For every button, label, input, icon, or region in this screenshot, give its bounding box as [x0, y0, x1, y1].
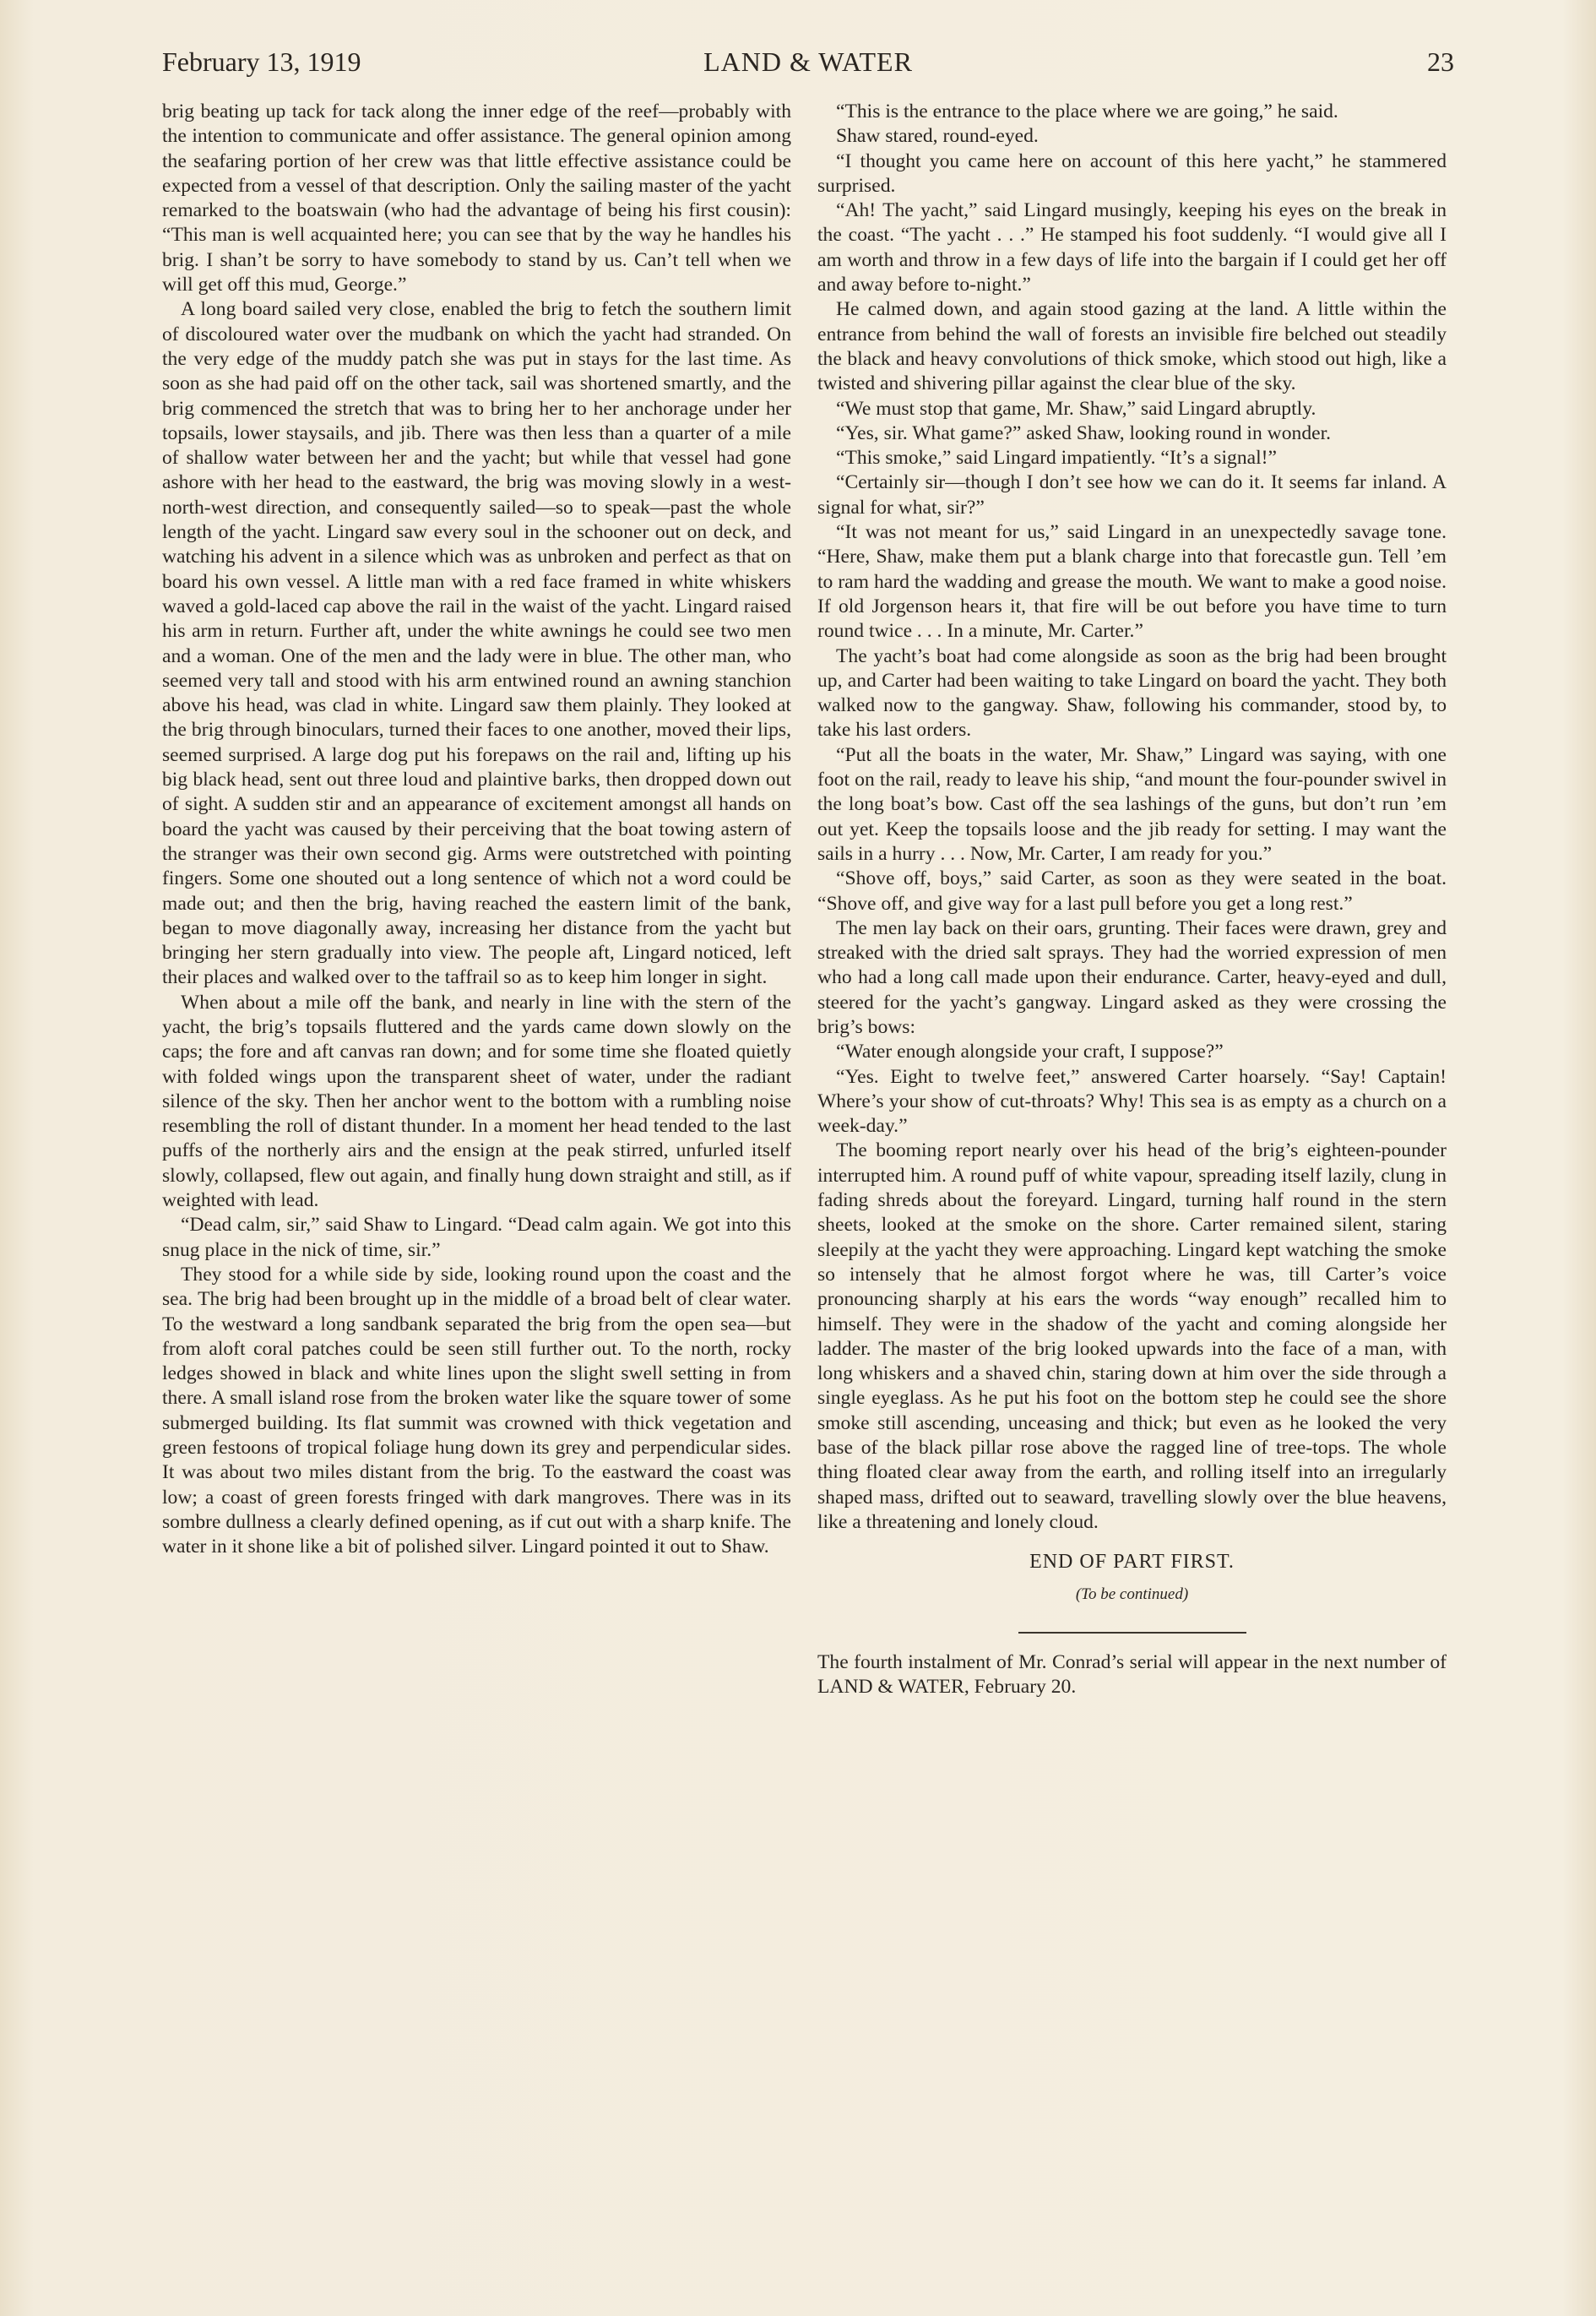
left-column	[162, 100, 791, 1560]
paragraph: “Yes. Eight to twelve feet,” answered Carter hoarsely. “Say! Captain! Where’s your show of cut-throats? Why! This sea is as empty as a church on a week-day.”	[817, 1065, 1447, 1138]
divider-rule	[1018, 1632, 1246, 1634]
paragraph: “Certainly sir—though I don’t see how we can do it. It seems far inland. A signal for what, sir?”	[817, 471, 1447, 519]
paragraph: The men lay back on their oars, grunting. Their faces were drawn, grey and streaked with the dried salt sprays. They had the worried expression of men who had a long call made upon their endurance. Carter, heavy-eyed and dull, steered for the yacht’s gangway. Lingard asked as they were crossing the brig’s bows:	[817, 916, 1447, 1038]
page-number: 23	[1427, 46, 1454, 77]
right-column	[817, 100, 1447, 1699]
paragraph: “Shove off, boys,” said Carter, as soon as they were seated in the boat. “Shove off, and give way for a last pull before you get a long rest.”	[817, 867, 1447, 915]
paragraph: The yacht’s boat had come alongside as soon as the brig had been brought up, and Carter had been waiting to take Lingard on board the yacht. They both walked now to the gangway. Shaw, following his commander, stood by, to take his last orders.	[817, 644, 1447, 742]
paragraph: “Put all the boats in the water, Mr. Shaw,” Lingard was saying, with one foot on the rail, ready to leave his ship, “and mount the four-pounder swivel in the long boat’s bow. Cast off the sea lashings of the guns, but don’t run ’em out yet. Keep the topsails loose and the jib ready for setting. I may want the sails in a hurry . . . Now, Mr. Carter, I am ready for you.”	[817, 743, 1447, 865]
serial-footnote: The fourth instalment of Mr. Conrad’s serial will appear in the next number of LAND & WATER, February 20.	[817, 1650, 1447, 1699]
paragraph: The booming report nearly over his head of the brig’s eighteen-pounder interrupted him. A round puff of white vapour, spreading itself lazily, clung in fading shreds about the foreyard. Lingard, turning half round in the stern sheets, looked at the smoke on the shore. Carter remained silent, staring sleepily at the yacht they were approaching. Lingard kept watching the smoke so intensely that he almost forgot where he was, till Carter’s voice pronouncing sharply at his ears the words “way enough” recalled him to himself. They were in the shadow of the yacht and coming alongside her ladder. The master of the brig looked upwards into the face of a man, with long whiskers and a shaved chin, staring down at him over the side through a single eyeglass. As he put his foot on the bottom step he could see the shore smoke still ascending, unceasing and thick; but even as he looked the very base of the black pillar rose above the ragged line of tree-tops. The whole thing floated clear away from the earth, and rolling itself into an irregularly shaped mass, drifted out to seaward, travelling slowly over the blue heavens, like a threatening and lonely cloud.	[817, 1139, 1447, 1533]
paragraph: brig beating up tack for tack along the inner edge of the reef—probably with the intention to communicate and offer assistance. The general opinion among the seafaring portion of her crew was that little effective assistance could be expected from a vessel of that description. Only the sailing master of the yacht remarked to the boatswain (who had the advantage of being his first cousin): “This man is well acquainted here; you can see that by the way he handles his brig. I shan’t be sorry to have somebody to stand by us. Can’t tell when we will get off this mud, George.”	[162, 101, 791, 296]
paragraph: “Ah! The yacht,” said Lingard musingly, keeping his eyes on the break in the coast. “The yacht . . .” He stamped his foot suddenly. “I would give all I am worth and throw in a few days of life into the bargain if I could get her off and away before to-night.”	[817, 199, 1447, 296]
paragraph: They stood for a while side by side, looking round upon the coast and the sea. The brig had been brought up in the middle of a broad belt of clear water. To the westward a long sandbank separated the brig from the open sea—but from aloft coral patches could be seen still further out. To the north, rocky ledges showed in black and white lines upon the slight swell setting in from there. A small island rose from the broken water like the square tower of some submerged building. Its flat summit was crowned with thick vegetation and green festoons of tropical foliage hung down its grey and perpendicular sides. It was about two miles distant from the brig. To the eastward the coast was low; a coast of green forests fringed with dark mangroves. There was in its sombre dullness a clearly defined opening, as if cut out with a sharp knife. The water in it shone like a bit of polished silver. Lingard pointed it out to Shaw.	[162, 1263, 791, 1558]
end-of-part-heading: END OF PART FIRST.	[1029, 1551, 1235, 1574]
paragraph: A long board sailed very close, enabled the brig to fetch the southern limit of discoloured water over the mudbank on which the yacht had stranded. On the very edge of the muddy patch she was put in stays for the last time. As soon as she had paid off on the other tack, sail was shortened smartly, and the brig commenced the stretch that was to bring her to her anchorage under her topsails, lower staysails, and jib. There was then less than a quarter of a mile of shallow water between her and the yacht; but while that vessel had gone ashore with her head to the eastward, the brig was moving slowly in a west-north-west direction, and consequently sailed—so to speak—past the whole length of the yacht. Lingard saw every soul in the schooner out on deck, and watching his advent in a silence which was as unbroken and perfect as that on board his own vessel. A little man with a red face framed in white whiskers waved a gold-laced cap above the rail in the waist of the yacht. Lingard raised his arm in return. Further aft, under the white awnings he could see two men and a woman. One of the men and the lady were in blue. The other man, who seemed very tall and stood with his arm entwined round an awning stanchion above his head, was clad in white. Lingard saw them plainly. They looked at the brig through binoculars, turned their faces to one another, moved their lips, seemed surprised. A large dog put his forepaws on the rail and, lifting up his big black head, sent out three loud and plaintive barks, then dropped down out of sight. A sudden stir and an appearance of excitement amongst all hands on board the yacht was caused by their perceiving that the boat towing astern of the stranger was their own second gig. Arms were outstretched with pointing fingers. Some one shouted out a long sentence of which not a word could be made out; and then the brig, having reached the eastern limit of the bank, began to move diagonally away, increasing her distance from the yacht but bringing her stern gradually into view. The people aft, Lingard noticed, left their places and walked over to the taffrail so as to keep him longer in sight.	[162, 298, 791, 989]
paragraph: “I thought you came here on account of this here yacht,” he stammered surprised.	[817, 150, 1447, 197]
issue-date: February 13, 1919	[162, 46, 361, 77]
paragraph: Shaw stared, round-eyed.	[836, 125, 1039, 148]
paragraph: He calmed down, and again stood gazing at the land. A little within the entrance from behind the wall of forests an invisible fire belched out steadily the black and heavy convolutions of thick smoke, which stood out high, like a twisted and shivering pillar against the clear blue of the sky.	[817, 298, 1447, 395]
paragraph: “Water enough alongside your craft, I suppose?”	[836, 1041, 1224, 1063]
to-be-continued-note: (To be continued)	[1075, 1585, 1189, 1603]
paragraph: “This is the entrance to the place where we are going,” he said.	[836, 101, 1338, 122]
running-head	[162, 42, 1454, 81]
paragraph: “Yes, sir. What game?” asked Shaw, looking round in wonder.	[836, 421, 1332, 444]
paragraph: “Dead calm, sir,” said Shaw to Lingard. “Dead calm again. We got into this snug place in the nick of time, sir.”	[162, 1214, 791, 1261]
paragraph: “We must stop that game, Mr. Shaw,” said Lingard abruptly.	[836, 397, 1316, 420]
paragraph: “It was not meant for us,” said Lingard in an unexpectedly savage tone. “Here, Shaw, make them put a blank charge into that forecastle gun. Tell ’em to ram hard the wadding and grease the mouth. We want to make a good noise. If old Jorgenson hears it, that fire will be out before you have time to turn round twice . . . In a minute, Mr. Carter.”	[817, 521, 1447, 643]
journal-title: LAND & WATER	[703, 46, 913, 77]
paragraph: When about a mile off the bank, and nearly in line with the stern of the yacht, the brig’s topsails fluttered and the yards came down slowly on the caps; the fore and aft canvas ran down; and for some time she floated quietly with folded wings upon the transparent sheet of water, under the radiant silence of the sky. Then her anchor went to the bottom with a rumbling noise resembling the roll of distant thunder. In a moment her head tended to the last puffs of the northerly airs and the ensign at the peak stirred, unfurled itself slowly, collapsed, flew out again, and finally hung down straight and still, as if weighted with lead.	[162, 991, 791, 1212]
paragraph: “This smoke,” said Lingard impatiently. “It’s a signal!”	[836, 447, 1277, 470]
